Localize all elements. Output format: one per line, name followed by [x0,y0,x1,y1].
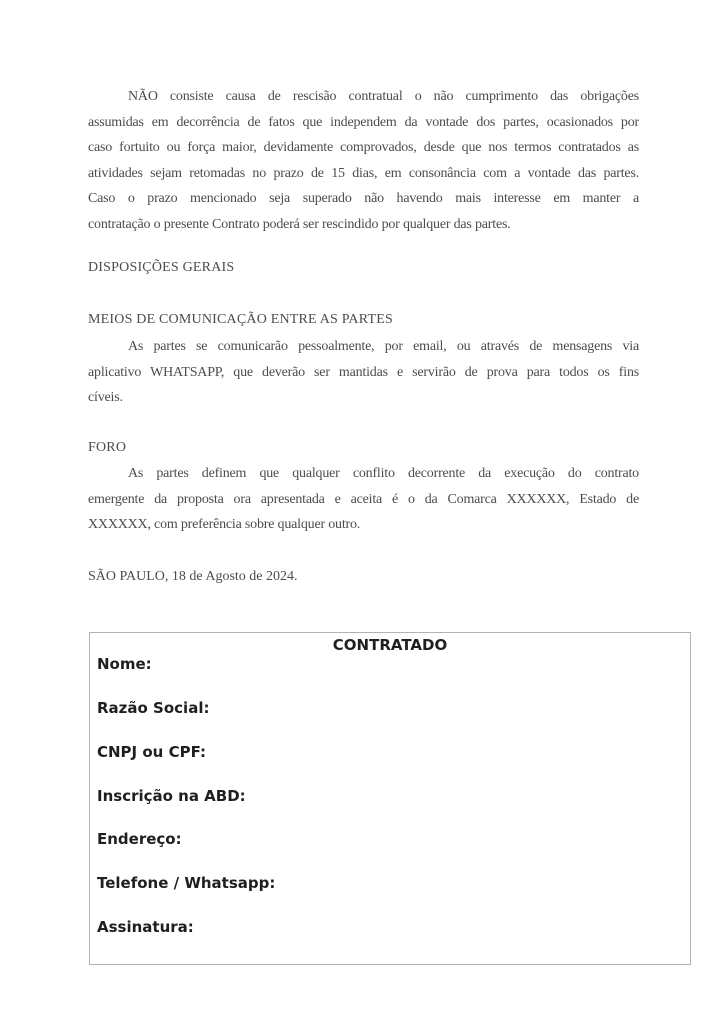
paragraph-line: cíveis. [88,390,123,405]
field-label-inscricao-abd: Inscrição na ABD: [97,787,246,805]
paragraph-line: As partes definem que qualquer conflito decorrente da execução do contrato [128,466,639,481]
field-label-cnpj-cpf: CNPJ ou CPF: [97,743,206,761]
contratado-box-title: CONTRATADO [332,636,448,654]
field-label-telefone-whatsapp: Telefone / Whatsapp: [97,874,276,892]
contratado-box [89,632,691,965]
paragraph-line: Caso o prazo mencionado seja superado não havendo mais interesse em manter a [88,191,639,206]
clause-rescisao-paragraph [88,84,639,237]
field-label-endereco: Endereço: [97,830,182,848]
paragraph-line: aplicativo WHATSAPP, que deverão ser mantidas e servirão de prova para todos os fins [88,364,639,380]
paragraph-line: As partes se comunicarão pessoalmente, por email, ou através de mensagens via [128,339,639,354]
paragraph-line: atividades sejam retomadas no prazo de 15 dias, em consonância com a vontade das partes. [88,165,639,181]
paragraph-line: caso fortuito ou força maior, devidamente comprovados, desde que nos termos contratados as [88,140,639,155]
clause-foro-paragraph [88,461,639,538]
paragraph-line: contratação o presente Contrato poderá ser rescindido por qualquer das partes. [88,216,511,232]
field-label-assinatura: Assinatura: [97,918,194,936]
paragraph-line: XXXXXX, com preferência sobre qualquer outro. [88,517,361,532]
date-location-line: SÃO PAULO, 18 de Agosto de 2024. [88,569,298,584]
field-label-razao-social: Razão Social: [97,699,210,717]
paragraph-line: assumidas em decorrência de fatos que independem da vontade dos partes, ocasionados por [88,114,639,130]
clause-comunicacao-paragraph [88,334,639,411]
heading-meios-comunicacao: MEIOS DE COMUNICAÇÃO ENTRE AS PARTES [88,312,393,327]
field-label-nome: Nome: [97,655,152,673]
heading-foro: FORO [88,440,127,455]
paragraph-line: emergente da proposta ora apresentada e aceita é o da Comarca XXXXXX, Estado de [88,491,639,507]
heading-disposicoes-gerais: DISPOSIÇÕES GERAIS [88,260,235,275]
paragraph-line: NÃO consiste causa de rescisão contratual o não cumprimento das obrigações [128,89,639,104]
